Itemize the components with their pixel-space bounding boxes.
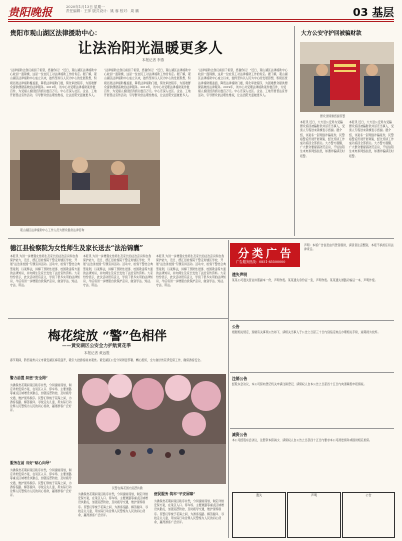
section-title: 03 基层 bbox=[352, 6, 394, 19]
classifieds-phone: 广告服务热线：0851-85500000 bbox=[236, 260, 286, 264]
side-story-caption: 群众送锦旗感谢民警 bbox=[320, 114, 346, 118]
column-divider bbox=[294, 26, 295, 236]
photo-illustration bbox=[10, 130, 160, 226]
masthead-meta bbox=[66, 5, 139, 13]
story-photo-caption: 观山湖区法律援助中心工作人员为群众提供法律咨询 bbox=[20, 228, 85, 232]
classifieds-banner bbox=[230, 243, 300, 267]
classifieds-divider bbox=[228, 240, 229, 538]
classified-box-1 bbox=[232, 492, 286, 538]
story-photo bbox=[10, 130, 160, 226]
classified-rule-1 bbox=[230, 320, 394, 321]
classified-body-2: 根据相关规定，现就有关事项公告如下，请相关当事人于公告之日起三十日内到指定地点办理相关手续，逾期视为放弃。 bbox=[232, 330, 381, 334]
plum-body-col1: 为确保赏花期间景区秩序井然，分局提前谋划，制定详细安保方案，在景区入口、停车场、主要道路等重点区域增设执勤点，加强巡逻防控，及时疏导交通，维护现场秩序。民警们穿梭于花海之间，为游客指路、解答疑问、寻找走失儿童，用实际行动诠释人民警察为人民的初心使命，赢得游客广泛好评。 bbox=[10, 383, 72, 413]
classified-body-1: 某某公司遗失营业执照副本一份，声明作废。某某遗失身份证一张，声明作废。某某遗失道路运输证一本，声明作废。 bbox=[232, 278, 378, 282]
masthead bbox=[8, 4, 394, 18]
court-divider bbox=[8, 318, 228, 319]
court-story-headline: 德江县检察院为女性师生及家长送去“法治锦囊” bbox=[10, 245, 144, 252]
plum-subhead-2: 服务在前 当好“贴心向导” bbox=[10, 461, 52, 465]
plum-subhead-1: 警力前置 织密“安全网” bbox=[10, 376, 48, 380]
plum-photo-caption: 民警在梅花园内巡逻执勤 bbox=[112, 486, 143, 490]
classified-box-2-label: 声明 bbox=[310, 493, 317, 497]
court-story-body-col2: 本报讯 为进一步增强女性师生及家长的法治意识和自我保护能力，近日，德江县检察院干警走进辖区学校，开展“法治进校园”专题宣讲活动。活动中，检察干警结合典型案例，以案释法，讲解了预防性侵害、校园欺凌等方面的法律知识，并向师生及家长发放了法治宣传资料。大家纷纷表示，此次活动很有意义，学到了很多实用的法律知识，今后将进一步增强自我保护意识，做到学法、知法、守法、用法。 bbox=[83, 254, 153, 288]
classified-rule-3 bbox=[230, 428, 394, 429]
plum-subhead-3: 便民服务 筑牢“平安屏障” bbox=[154, 492, 196, 496]
classified-heading-1: 遗失声明 bbox=[232, 272, 248, 277]
story-headline: 让法治阳光温暖更多人 bbox=[78, 41, 223, 57]
classified-boxes bbox=[232, 492, 394, 538]
side-photo-illustration bbox=[300, 42, 394, 112]
classified-box-2 bbox=[287, 492, 341, 538]
newspaper-logo: 贵阳晚报 bbox=[8, 6, 52, 19]
classified-rule-2 bbox=[230, 372, 394, 373]
story-body-col3: “法律援助让我们看到了希望，感谢你们！”近日，观山湖区法律援助中心收到一面锦旗，这是一位农民工对法律援助工作的肯定。据了解，观山湖区法律援助中心成立以来，始终坚持以人民为中心的发展思想，积极拓宽法律援助覆盖面，降低法律援助门槛，简化审批程序，为困难群众提供便捷高效的法律服务。2019年，该中心共受理法律援助案件数百件，为受援人挽回经济损失数百万元。中心还深入社区、企业、工地开展普法宣传活动，引导群众依法理性维权，让法治阳光温暖更多人。 bbox=[198, 68, 288, 98]
plum-photo bbox=[78, 374, 226, 484]
classifieds-title: 分类广告 bbox=[238, 247, 294, 260]
plum-story-lead: 春节期间，黔西南州兴义市黄安湖区梅花盛开，吸引大批游客前来观赏。黄安湖区公安分局周密部署、精心组织，全力做好赏花季安保工作，确保游客安全。 bbox=[10, 358, 203, 362]
section-divider bbox=[8, 238, 394, 239]
plum-story-byline: 本报记者 黄远胜 bbox=[84, 351, 110, 355]
court-story-body-col1: 本报讯 为进一步增强女性师生及家长的法治意识和自我保护能力，近日，德江县检察院干警走进辖区学校，开展“法治进校园”专题宣讲活动。活动中，检察干警结合典型案例，以案释法，讲解了预防性侵害、校园欺凌等方面的法律知识，并向师生及家长发放了法治宣传资料。大家纷纷表示，此次活动很有意义，学到了很多实用的法律知识，今后将进一步增强自我保护意识，做到学法、知法、守法、用法。 bbox=[10, 254, 80, 288]
story-body-col1: “法律援助让我们看到了希望，感谢你们！”近日，观山湖区法律援助中心收到一面锦旗，这是一位农民工对法律援助工作的肯定。据了解，观山湖区法律援助中心成立以来，始终坚持以人民为中心的发展思想，积极拓宽法律援助覆盖面，降低法律援助门槛，简化审批程序，为困难群众提供便捷高效的法律服务。2019年，该中心共受理法律援助案件数百件，为受援人挽回经济损失数百万元。中心还深入社区、企业、工地开展普法宣传活动，引导群众依法理性维权，让法治阳光温暖更多人。 bbox=[10, 68, 97, 98]
plum-story-headline: 梅花绽放 “警”色相伴 bbox=[48, 328, 167, 343]
classified-body-3: 经股东会决议，本公司拟向登记机关申请注销登记，请债权人自本公告之日起四十五日内向清算组申报债权。 bbox=[232, 382, 367, 386]
classified-box-3 bbox=[342, 492, 395, 538]
side-story-body-col2: 本报讯 近日，大方县公安局为受骗群众追回被骗财款并返还当事人，受害人专程送来锦旗表示感谢。据介绍，该案系一起网络诈骗案件，民警接警后迅速开展调查，经过连续工作成功追回全部损失。大方警方提醒，广大群众要提高防范意识，不轻信陌生来电和网络信息，如遇诈骗请及时报警。 bbox=[349, 120, 394, 158]
plum-story-subtitle: ——黄安湖区公安全力护航赏花季 bbox=[62, 344, 131, 349]
masthead-editors: 责任编辑：王萍 版式设计：姚 蓉 校对：周 鹏 bbox=[66, 9, 139, 14]
side-story-body-col1: 本报讯 近日，大方县公安局为受骗群众追回被骗财款并返还当事人，受害人专程送来锦旗表示感谢。据介绍，该案系一起网络诈骗案件，民警接警后迅速开展调查，经过连续工作成功追回全部损失。大方警方提醒，广大群众要提高防范意识，不轻信陌生来电和网络信息，如遇诈骗请及时报警。 bbox=[300, 120, 345, 158]
court-story-body-col3: 本报讯 为进一步增强女性师生及家长的法治意识和自我保护能力，近日，德江县检察院干警走进辖区学校，开展“法治进校园”专题宣讲活动。活动中，检察干警结合典型案例，以案释法，讲解了预防性侵害、校园欺凌等方面的法律知识，并向师生及家长发放了法治宣传资料。大家纷纷表示，此次活动很有意义，学到了很多实用的法律知识，今后将进一步增强自我保护意识，做到学法、知法、守法、用法。 bbox=[156, 254, 226, 288]
story-byline: 本报记者 李燕 bbox=[142, 58, 165, 62]
classified-box-3-label: 公告 bbox=[365, 493, 372, 497]
masthead-date: 2020年1月13日 星期一 bbox=[66, 5, 105, 9]
classified-box-1-label: 遗失 bbox=[255, 493, 262, 497]
classifieds-notice: 声明：本版广告信息由刊登者提供，请读者注意甄别，本报不承担任何法律责任。 bbox=[304, 243, 394, 252]
plum-body-col1b: 为确保赏花期间景区秩序井然，分局提前谋划，制定详细安保方案，在景区入口、停车场、主要道路等重点区域增设执勤点，加强巡逻防控，及时疏导交通，维护现场秩序。民警们穿梭于花海之间，为游客指路、解答疑问、寻找走失儿童，用实际行动诠释人民警察为人民的初心使命，赢得游客广泛好评。 bbox=[10, 468, 72, 498]
classified-heading-2: 公告 bbox=[232, 324, 240, 329]
story-body-col2: “法律援助让我们看到了希望，感谢你们！”近日，观山湖区法律援助中心收到一面锦旗，这是一位农民工对法律援助工作的肯定。据了解，观山湖区法律援助中心成立以来，始终坚持以人民为中心的发展思想，积极拓宽法律援助覆盖面，降低法律援助门槛，简化审批程序，为困难群众提供便捷高效的法律服务。2019年，该中心共受理法律援助案件数百件，为受援人挽回经济损失数百万元。中心还深入社区、企业、工地开展普法宣传活动，引导群众依法理性维权，让法治阳光温暖更多人。 bbox=[104, 68, 191, 98]
side-story-photo bbox=[300, 42, 394, 112]
header-rule bbox=[8, 19, 394, 20]
plum-body-col3: 为确保赏花期间景区秩序井然，分局提前谋划，制定详细安保方案，在景区入口、停车场、主要道路等重点区域增设执勤点，加强巡逻防控，及时疏导交通，维护现场秩序。民警们穿梭于花海之间，为游客指路、解答疑问、寻找走失儿童，用实际行动诠释人民警察为人民的初心使命，赢得游客广泛好评。 bbox=[154, 499, 224, 525]
classified-body-4: 本公司经股东会决议，注册资本拟减少，请债权人自公告之日起四十五日内要求本公司清偿债务或提供相应担保。 bbox=[232, 438, 372, 442]
side-story-title: 大方公安守护回被骗财款 bbox=[301, 31, 362, 37]
plum-body-col2: 为确保赏花期间景区秩序井然，分局提前谋划，制定详细安保方案，在景区入口、停车场、主要道路等重点区域增设执勤点，加强巡逻防控，及时疏导交通，维护现场秩序。民警们穿梭于花海之间，为游客指路、解答疑问、寻找走失儿童，用实际行动诠释人民警察为人民的初心使命，赢得游客广泛好评。 bbox=[78, 492, 148, 518]
story-kicker: 贵阳市观山湖区法律援助中心： bbox=[10, 29, 101, 37]
plum-photo-illustration bbox=[78, 374, 226, 484]
classified-heading-3: 注销公告 bbox=[232, 376, 248, 381]
header-rule-thin bbox=[8, 21, 394, 22]
classified-heading-4: 减资公告 bbox=[232, 432, 248, 437]
